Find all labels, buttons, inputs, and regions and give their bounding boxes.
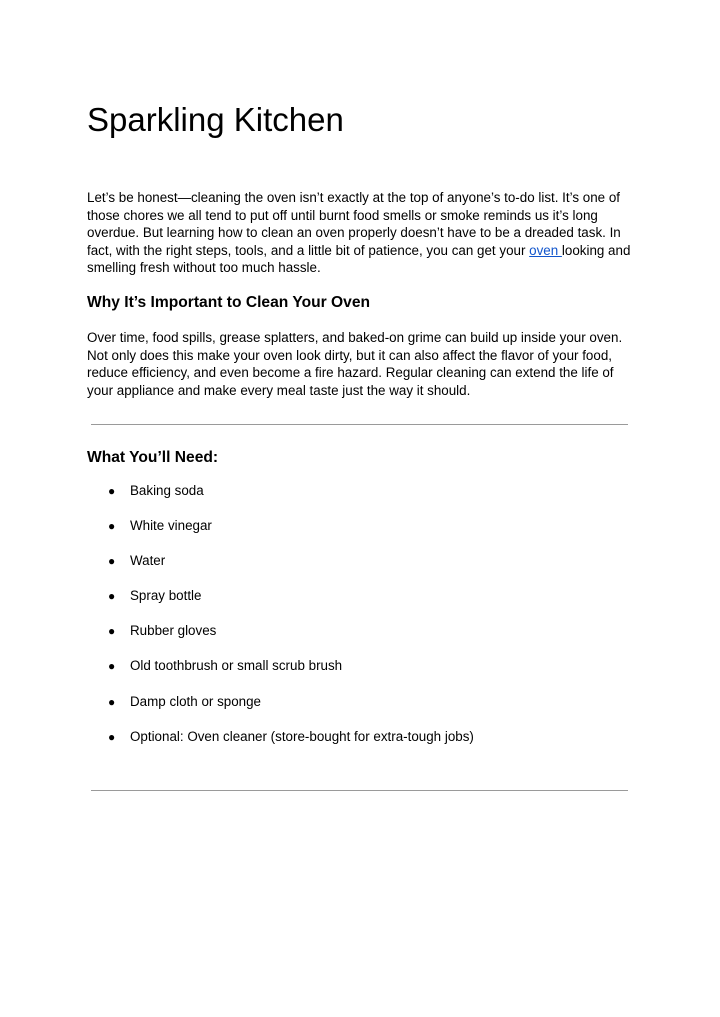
bullet-icon: ●	[108, 729, 116, 744]
list-item	[0, 587, 720, 622]
list-item	[0, 622, 720, 657]
list-item	[0, 482, 720, 517]
list-item	[0, 728, 720, 763]
list-item	[0, 552, 720, 587]
list-item-text: Rubber gloves	[130, 623, 217, 639]
list-item-text: Baking soda	[130, 483, 204, 498]
section-heading-need: What You’ll Need:	[87, 449, 219, 466]
intro-text-end: looking and smelling fresh without too much hassle.	[87, 242, 631, 276]
list-item-text: Old toothbrush or small scrub brush	[130, 658, 343, 674]
intro-text-start: Let’s be honest—cleaning the oven isn’t exactly at the top of anyone’s to-do list. It’s one of those chores we all tend to put off until burnt food smells or smoke reminds us it’s long overdue. But learning how to clean an oven properly doesn’t have to be a dreaded task. In fact, with the right steps, tools, and a little bit of patience, you can get your	[87, 190, 621, 258]
horizontal-divider	[91, 790, 628, 791]
bullet-icon: ●	[108, 589, 116, 604]
list-item-text: Water	[130, 553, 166, 569]
horizontal-divider	[91, 424, 628, 425]
list-item-text: Spray bottle	[130, 588, 202, 604]
bullet-icon: ●	[108, 659, 116, 674]
oven-link[interactable]: oven	[529, 242, 562, 258]
bullet-icon: ●	[108, 694, 116, 709]
intro-paragraph	[87, 189, 635, 277]
list-item-text: Damp cloth or sponge	[130, 693, 262, 709]
bullet-icon: ●	[108, 519, 116, 534]
list-item-text: White vinegar	[130, 518, 212, 534]
list-item-text: Optional: Oven cleaner (store-bought for extra-tough jobs)	[130, 728, 474, 744]
supplies-list	[0, 482, 720, 763]
why-paragraph: Over time, food spills, grease splatters, and baked-on grime can build up inside your oven. Not only does this make your oven look dirty, but it can also affect the flavor of your food, reduce efficiency, and even become a fire hazard. Regular cleaning can extend the life of your appliance and make every meal taste just the way it should.	[87, 330, 623, 398]
list-item	[0, 657, 720, 692]
bullet-icon: ●	[108, 624, 116, 639]
bullet-icon: ●	[108, 554, 116, 569]
section-heading-why: Why It’s Important to Clean Your Oven	[87, 294, 371, 311]
document-title: Sparkling Kitchen	[87, 101, 344, 138]
bullet-icon: ●	[108, 484, 116, 498]
list-item	[0, 693, 720, 728]
list-item	[0, 517, 720, 552]
